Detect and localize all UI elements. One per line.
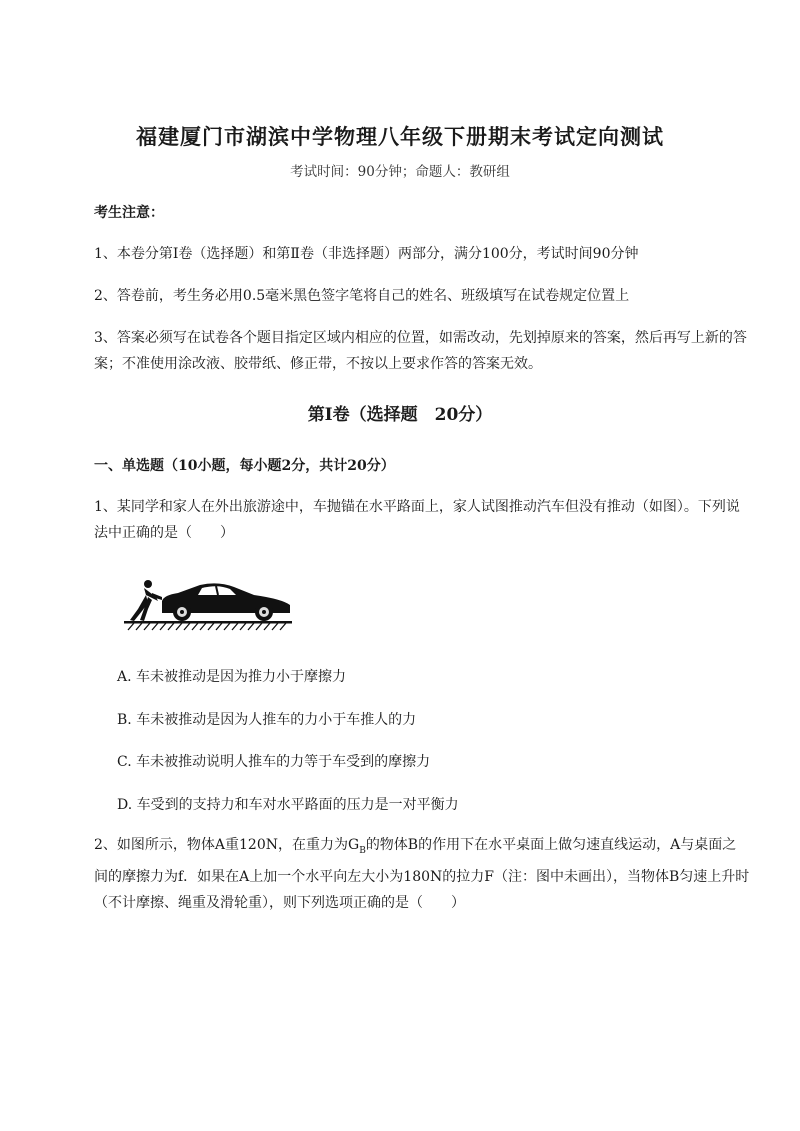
notice-item-1: 1、本卷分第I卷（选择题）和第Ⅱ卷（非选择题）两部分，满分100分，考试时间90分钟 [94,246,639,262]
part-heading: 一、单选题（10小题，每小题2分，共计20分） [94,458,395,474]
option-b: B. 车未被推动是因为人推车的力小于车推人的力 [117,712,417,728]
section-title: 第I卷（选择题 20分） [307,405,493,425]
notice-item-3: 3、答案必须写在试卷各个题目指定区域内相应的位置，如需改动，先划掉原来的答案，然后再写上新的答案；不准使用涂改液、胶带纸、修正带，不按以上要求作答的答案无效。 [94,330,747,372]
subscript-b: B [359,845,366,856]
option-a: A. 车未被推动是因为推力小于摩擦力 [117,669,347,685]
option-c: C. 车未被推动说明人推车的力等于车受到的摩擦力 [117,754,431,770]
question-2-stem [94,832,750,916]
question-2-stem-part-1: 2、如图所示，物体A重120N，在重力为G [94,837,360,853]
question-1-stem: 1、某同学和家人在外出旅游途中，车抛锚在水平路面上，家人试图推动汽车但没有推动（如图）。下列说法中正确的是（ ） [94,499,740,541]
question-2-stem-part-2: 的物体B的作用下在水平桌面上做匀速直线运动，A与桌面之间的摩擦力为f．如果在A上加一个水平向左大小为180N的拉力F（注：图中未画出），当物体B匀速上升时（不计摩擦、绳重及滑轮重），则下列选项正确的是（ ） [94,837,750,911]
person-pushing-car-figure [122,575,294,631]
option-d: D. 车受到的支持力和车对水平路面的压力是一对平衡力 [117,797,459,813]
notice-heading: 考生注意： [94,205,164,221]
page-title: 福建厦门市湖滨中学物理八年级下册期末考试定向测试 [136,124,664,149]
exam-info: 考试时间：90分钟；命题人：教研组 [290,164,510,180]
notice-item-2: 2、答卷前，考生务必用0.5毫米黑色签字笔将自己的姓名、班级填写在试卷规定位置上 [94,288,630,304]
